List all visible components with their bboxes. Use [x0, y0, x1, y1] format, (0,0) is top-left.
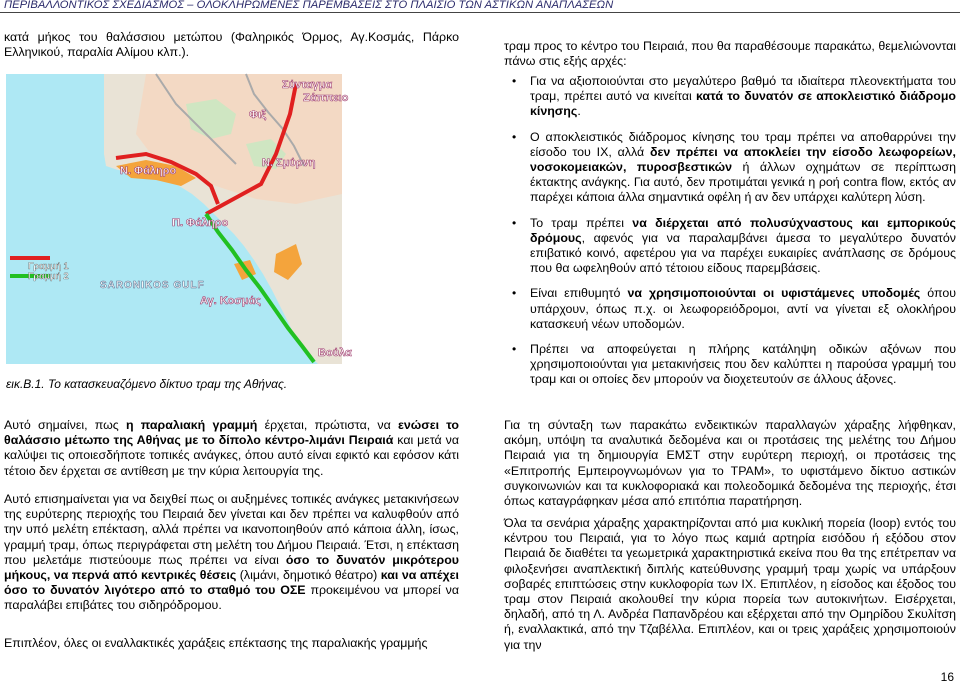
map-label-ag-kosmas: Αγ. Κοσμάς [200, 295, 261, 307]
text-run: (λιμάνι, δημοτικό θέατρο) [236, 568, 381, 583]
principles-list [504, 74, 956, 388]
text-run: Πρέπει να αποφεύγεται η πλήρης κατάληψη οδικών αξόνων που χρησιμοποιούνται για μετακινήσεις που δεν καλύπτει η παρούσα γραμμή του τραμ και οι οποίες δεν μπορούν να διοχετευτούν σε άλλους άξονες. [530, 342, 956, 387]
left-para-2 [4, 492, 459, 614]
legend-label-line2: Γραμμή 2 [28, 271, 69, 281]
text-run: Αυτό σημαίνει, πως [4, 418, 126, 432]
text-run: έρχεται, πρώτιστα, να [257, 418, 398, 432]
tram-network-map [6, 74, 352, 364]
bold-run: όσο το δυνατόν μικρότερου μήκους, να περνά από κεντρικές θέσεις [4, 552, 459, 583]
text-run: Το τραμ πρέπει [530, 215, 633, 230]
text-run: . [577, 104, 581, 119]
bullet-icon: • [512, 342, 517, 357]
bold-run: δεν πρέπει να αποκλείει την είσοδο λεωφορείων, νοσοκομειακών, πυροσβεστικών [530, 144, 956, 175]
header-title: ΠΕΡΙΒΑΛΛΟΝΤΙΚΟΣ ΣΧΕΔΙΑΣΜΟΣ – ΟΛΟΚΛΗΡΩΜΕΝΕΣ ΠΑΡΕΜΒΑΣΕΙΣ ΣΤΟ ΠΛΑΙΣΙΟ ΤΩΝ ΑΣΤΙΚΩΝ ΑΝΑΠΛΑΣΕΩΝ [4, 0, 614, 11]
list-item [504, 130, 956, 206]
map-label-p-faliro: Π. Φάληρο [172, 217, 229, 229]
figure-caption: εικ.Β.1. Το κατασκευαζόμενο δίκτυο τραμ της Αθήνας. [6, 377, 288, 391]
bold-run: και να απέχει όσο το δυνατόν λιγότερο από το σταθμό του ΟΣΕ [4, 568, 459, 598]
page-header [0, 0, 960, 12]
text-run: Ο αποκλειστικός διάδρομος κίνησης του τραμ πρέπει να αποθαρρύνει την είσοδο του ΙΧ, αλλά [530, 129, 956, 159]
map-label-syntagma: Σύνταγμα [282, 79, 333, 91]
map-label-fix: Φιξ [249, 109, 266, 121]
text-run: ή άλλων οχημάτων σε περίπτωση έκτακτης ανάγκης. Για αυτό, δεν προτιμάται γενικά η ροή contra flow, εκτός αν παρέχει κάποια άλλα σημαντικά οφέλη ή αν δεν υπάρχει καλύτερη λύση. [530, 160, 956, 205]
map-svg [6, 74, 352, 364]
map-label-voula: Βούλα [318, 347, 352, 359]
list-item [504, 74, 956, 120]
left-para-3-text: Επιπλέον, όλες οι εναλλακτικές χαράξεις επέκτασης της παραλιακής γραμμής [4, 636, 428, 650]
bold-run: η παραλιακή γραμμή [126, 418, 258, 432]
map-label-n-faliro: Ν. Φάληρο [120, 165, 177, 177]
text-run: Αυτό επισημαίνεται για να δειχθεί πως οι αυξημένες τοπικές ανάγκες μετακινήσεων της ευρύτερης περιοχής του Πειραιά δεν γίνεται και δεν πρέπει να καλυφθούν από την υπό μελέτη επέκταση, αλλά πρέπει να ικανοποιηθούν από κάποια άλλη, ίσως, γραμμή τραμ, όπως περιγράφεται στη μελέτη του Δήμου Πειραιά. Έτσι, η επέκταση που μελετάμε πιστεύουμε πως πρέπει να είναι [4, 492, 459, 567]
text-run: και μετά να καλύψει τις οποιεσδήποτε τοπικές ανάγκες, όπου αυτό είναι εφικτό και εφόσον κάτι τέτοιο δεν έρχεται σε αντίθεση με την κύρια λειτουργία της. [4, 433, 459, 478]
left-para-1 [4, 418, 459, 479]
text-run: Για να αξιοποιούνται στο μεγαλύτερο βαθμό τα ιδιαίτερα πλεονεκτήματα του τραμ, πρέπει αυτό να κινείται [530, 74, 956, 104]
list-item [504, 216, 956, 277]
legend-label-line1: Γραμμή 1 [28, 261, 69, 271]
left-intro-text: κατά μήκος του θαλάσσιου μετώπου (Φαληρικός Όρμος, Αγ.Κοσμάς, Πάρκο Ελληνικού, παραλία Αλίμου κλπ.). [4, 30, 459, 60]
text-run: , αφενός για να παραλαμβάνει άμεσα το μεγαλύτερο δυνατόν επιβατικό κοινό, αφετέρου για να παρέχει ευκαιρίες ανάπλασης σε δρόμους που θα ωφεληθούν από τέτοιου είδους παρεμβάσεις. [530, 230, 956, 276]
legend-swatch-line1 [10, 256, 50, 260]
left-para-3 [4, 636, 459, 651]
map-label-zappeio: Ζάππειο [303, 92, 349, 104]
bold-run: να διέρχεται από πολυσύχναστους και εμπορικούς δρόμους [530, 215, 957, 245]
text-run: Είναι επιθυμητό [530, 286, 628, 301]
list-item [504, 286, 956, 332]
bullet-icon: • [512, 129, 517, 144]
bold-run: ενώσει το θαλάσσιο μέτωπο της Αθήνας με το δίπολο κέντρο-λιμάνι Πειραιά [4, 418, 459, 448]
right-para-1-text: Για τη σύνταξη των παρακάτω ενδεικτικών παραλλαγών χάραξης λήφθηκαν, ακόμη, υπόψη τα αναλυτικά δεδομένα και οι προτάσεις της μελέτης του Δήμου Πειραιά για τη δημιουργία ΕΜΣΤ στην ευρύτερη περιοχή, οι προτάσεις της «Επιτροπής Εμπειρογνωμόνων για το ΤΡΑΜ», το υφιστάμενο δίκτυο αστικών συγκοινωνιών και τα κυκλοφοριακά και πολεοδομικά δεδομένα της περιοχής, έτσι όπως καταγράφηκαν μέσα από επιτόπια παρατήρηση. [504, 418, 956, 509]
text-run: προκειμένου να μπορεί να παραλάβει επιβάτες του σιδηρόδρομου. [4, 583, 460, 613]
right-intro [504, 39, 956, 69]
map-label-gulf: SARONIKOS GULF [100, 280, 205, 291]
right-para-2-text: Όλα τα σενάρια χάραξης χαρακτηρίζονται από μια κυκλική πορεία (loop) εντός του κέντρου του Πειραιά, για το λόγο πως καμιά αρτηρία εισόδου ή εξόδου στον Πειραιά δε διαθέτει τα γεωμετρικά χαρακτηριστικά εκείνα που θα της επέτρεπαν να φιλοξενήσει αναπλεκτική διπλής κατεύθυνσης γραμμή τραμ χωρίς να υπάρξουν σοβαρές επιπτώσεις στην κυκλοφορία των ΙΧ. Επιπλέον, η είσοδος και έξοδος του τραμ στον Πειραιά ακολουθεί την κύρια πορεία των αυτοκινήτων. Εισέρχεται, δηλαδή, από τη Λ. Ανδρέα Παπανδρέου και εξέρχεται από την Ομηρίδου Σκυλίτση ή, εναλλακτικά, από την Τζαβέλλα. Επιπλέον, και οι τρεις χαράξεις χρησιμοποιούν για την [504, 516, 956, 652]
text-run: όπου υπάρχουν, όπως π.χ. οι λεωφορειόδρομοι, αντί να γίνεται εξ ολοκλήρου κατασκευή νέων υποδομών. [530, 286, 956, 331]
bullet-icon: • [512, 74, 517, 88]
page-number: 16 [940, 670, 954, 684]
bullet-icon: • [512, 215, 517, 230]
bold-run: κατά το δυνατόν σε αποκλειστικό διάδρομο κίνησης [530, 89, 956, 119]
list-item [504, 342, 956, 388]
bullet-icon: • [512, 286, 517, 301]
right-para-2 [504, 516, 956, 653]
map-label-n-smyrni: Ν. Σμύρνη [262, 157, 316, 169]
left-intro [4, 30, 459, 60]
bold-run: να χρησιμοποιούνται οι υφιστάμενες υποδομές [627, 286, 921, 301]
right-intro-text: τραμ προς το κέντρο του Πειραιά, που θα παραθέσουμε παρακάτω, θεμελιώνονται πάνω στις εξής αρχές: [504, 39, 956, 69]
right-para-1 [504, 418, 956, 509]
header-rule [0, 12, 960, 13]
